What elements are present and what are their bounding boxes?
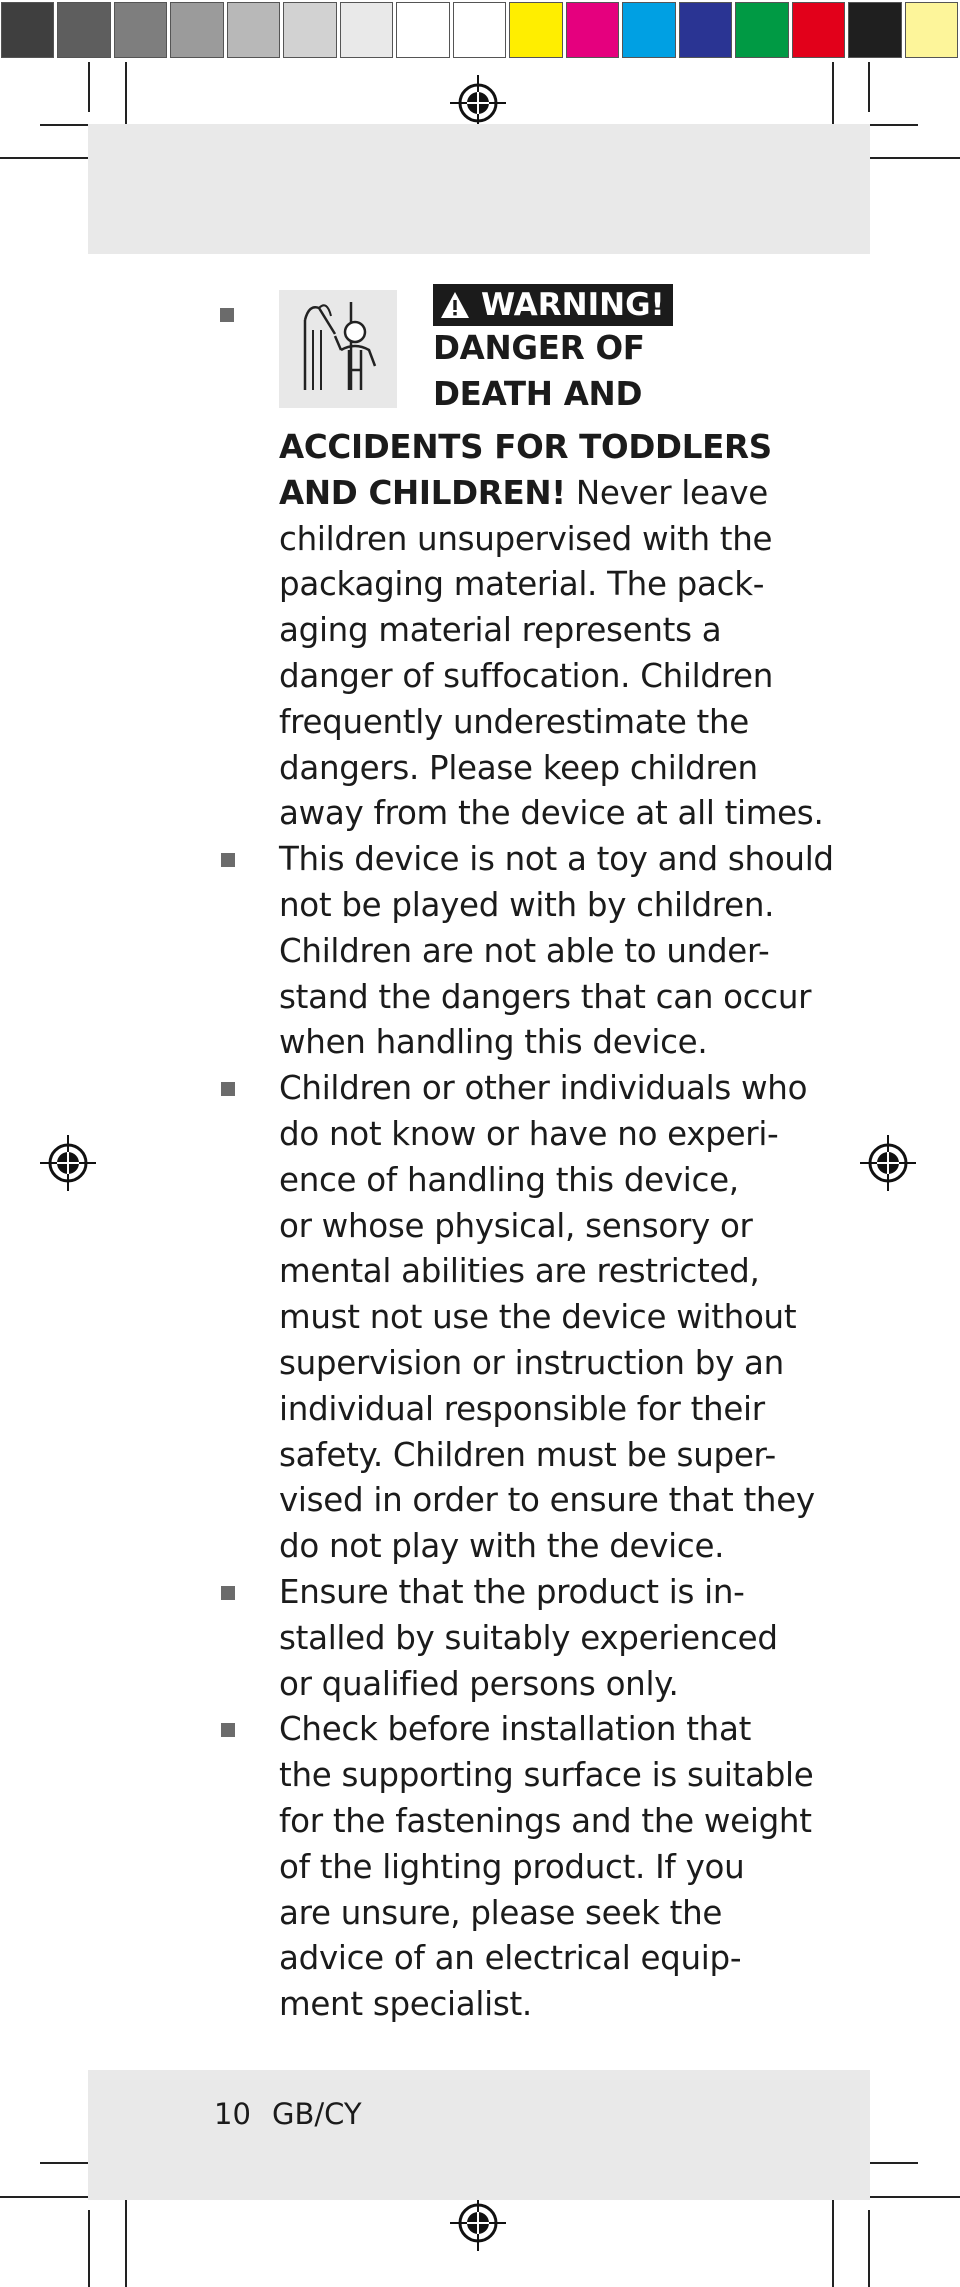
- color-swatch: [114, 2, 167, 58]
- bullet-line: individual responsible for their: [279, 1389, 765, 1428]
- color-swatch: [1, 2, 54, 58]
- color-swatch: [283, 2, 336, 58]
- footer-band: [88, 2070, 870, 2200]
- bullet-line: Ensure that the product is in-: [279, 1572, 745, 1611]
- bullet-line: Check before installation that: [279, 1710, 752, 1749]
- warning-first-line-tail: Never leave: [565, 473, 768, 512]
- bullet-line: or qualified persons only.: [279, 1664, 679, 1703]
- warning-heading-line-2: DEATH AND: [433, 374, 643, 413]
- bullet-line: not be played with by children.: [279, 885, 775, 924]
- warning-first-line: [279, 471, 778, 517]
- color-swatch: [509, 2, 562, 58]
- color-swatch: [679, 2, 732, 58]
- bullet-icon: [221, 1586, 235, 1600]
- bullet-line: when handling this device.: [279, 1023, 708, 1062]
- warning-body-line: packaging material. The pack-: [279, 565, 765, 604]
- warning-body-line: aging material represents a: [279, 611, 722, 650]
- warning-heading: [433, 284, 673, 418]
- bullet-icon: [221, 1082, 235, 1096]
- color-swatch: [170, 2, 223, 58]
- registration-mark-right-icon: [858, 1133, 918, 1193]
- bullet-line: do not play with the device.: [279, 1527, 725, 1566]
- bullet-line: This device is not a toy and should: [279, 840, 834, 879]
- language-code: GB/CY: [272, 2097, 362, 2131]
- color-swatch: [396, 2, 449, 58]
- warning-item: [218, 287, 824, 837]
- bullet-line: stalled by suitably experienced: [279, 1618, 778, 1657]
- color-swatch: [905, 2, 958, 58]
- print-color-bar: [0, 0, 960, 62]
- bullet-line: are unsure, please seek the: [279, 1893, 723, 1932]
- color-swatch: [735, 2, 788, 58]
- color-swatch: [57, 2, 110, 58]
- bullet-line: advice of an electrical equip-: [279, 1939, 742, 1978]
- warning-body-line: dangers. Please keep children: [279, 748, 758, 787]
- color-swatch: [227, 2, 280, 58]
- bullet-item-supervision: [218, 1066, 815, 1570]
- safety-instructions: [218, 287, 834, 2028]
- bullet-line: must not use the device without: [279, 1298, 797, 1337]
- bullet-line: Children are not able to under-: [279, 931, 770, 970]
- bullet-line: do not know or have no experi-: [279, 1114, 779, 1153]
- bullet-line: mental abilities are restricted,: [279, 1252, 760, 1291]
- warning-label: [433, 284, 673, 326]
- bullet-icon: [221, 1723, 235, 1737]
- warning-body-line: danger of suffocation. Children: [279, 656, 774, 695]
- bullet-line: ence of handling this device,: [279, 1160, 739, 1199]
- bullet-item-not-a-toy: [218, 837, 834, 1066]
- bullet-line: the supporting surface is suitable: [279, 1756, 814, 1795]
- bullet-line: safety. Children must be super-: [279, 1435, 776, 1474]
- warning-body-line: frequently underestimate the: [279, 702, 749, 741]
- color-swatch: [453, 2, 506, 58]
- warning-heading-line-1: DANGER OF: [433, 329, 645, 367]
- warning-text: [218, 425, 824, 837]
- bullet-line: supervision or instruction by an: [279, 1343, 784, 1382]
- bullet-item-installation-persons: [218, 1570, 778, 1707]
- bullet-line: or whose physical, sensory or: [279, 1206, 753, 1245]
- bullet-line: ment specialist.: [279, 1985, 532, 2024]
- color-swatch: [848, 2, 901, 58]
- child-with-packaging-icon: [279, 290, 397, 408]
- warning-heading-line-3: ACCIDENTS FOR TODDLERS: [279, 428, 772, 466]
- color-swatch: [622, 2, 675, 58]
- bullet-line: Children or other individuals who: [279, 1069, 808, 1108]
- color-swatch: [566, 2, 619, 58]
- warning-body-line: away from the device at all times.: [279, 794, 824, 833]
- header-band: [88, 124, 870, 254]
- bullet-line: for the fastenings and the weight: [279, 1801, 812, 1840]
- color-swatch: [340, 2, 393, 58]
- warning-triangle-icon: [439, 290, 471, 320]
- warning-label-text: WARNING!: [481, 287, 665, 323]
- warning-heading-last: AND CHILDREN!: [279, 473, 566, 512]
- registration-mark-left-icon: [38, 1133, 98, 1193]
- registration-mark-bottom-icon: [448, 2193, 508, 2253]
- bullet-line: stand the dangers that can occur: [279, 977, 812, 1016]
- bullet-line: of the lighting product. If you: [279, 1847, 745, 1886]
- bullet-line: vised in order to ensure that they: [279, 1481, 815, 1520]
- bullet-icon: [221, 853, 235, 867]
- bullet-item-supporting-surface: [218, 1707, 814, 2028]
- warning-body-line: children unsupervised with the: [279, 519, 773, 558]
- color-swatch: [792, 2, 845, 58]
- page-number: 10: [214, 2097, 251, 2131]
